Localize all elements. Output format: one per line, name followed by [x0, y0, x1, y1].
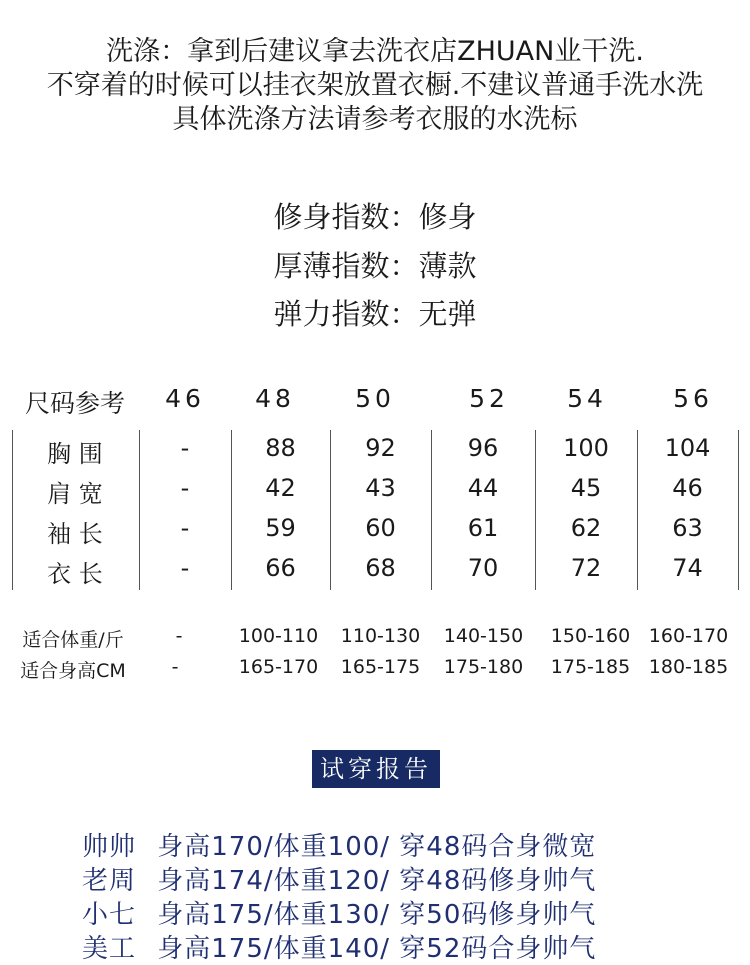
weight-cell: 140-150: [443, 625, 524, 647]
table-cell: 43: [365, 474, 396, 502]
table-cell: 44: [467, 474, 499, 502]
table-cell: 68: [365, 554, 396, 582]
table-cell: 100: [563, 434, 609, 462]
table-cell: 46: [672, 474, 703, 502]
table-cell: -: [180, 474, 190, 502]
table-cell: -: [180, 554, 190, 582]
tester-detail: 身高174/体重120/ 穿48码修身帅气: [157, 866, 597, 896]
height-cell: 175-180: [443, 656, 524, 678]
fit-index: 修身指数：修身: [273, 200, 477, 234]
weight-row: [0, 625, 750, 653]
table-cell: 60: [365, 514, 396, 542]
size-54: 54: [567, 384, 607, 413]
row-label: 胸 围: [47, 440, 103, 468]
table-row: [0, 434, 750, 474]
height-cell: 180-185: [648, 656, 729, 678]
size-reference-label: 尺码参考: [24, 389, 125, 418]
tester-name: 美工: [82, 934, 137, 964]
size-48: 48: [255, 384, 295, 413]
weight-cell: 150-160: [550, 625, 631, 647]
size-header-row: [0, 384, 750, 416]
row-label: 衣 长: [47, 560, 103, 588]
tester-name: 小七: [82, 900, 137, 930]
table-cell: 59: [265, 514, 296, 542]
weight-label: 适合体重/斤: [22, 629, 124, 651]
stretch-index: 弹力指数：无弹: [273, 297, 477, 331]
table-cell: 70: [467, 554, 499, 582]
weight-cell: 160-170: [648, 625, 729, 647]
washing-line-1: 洗涤：拿到后建议拿去洗衣店ZHUAN业干洗.: [106, 36, 644, 67]
weight-cell: -: [175, 625, 183, 647]
try-on-entry: [82, 826, 596, 863]
table-cell: 96: [467, 434, 499, 462]
height-row: [0, 656, 750, 684]
table-cell: -: [180, 434, 190, 462]
try-on-entry: [82, 928, 596, 965]
tester-detail: 身高170/体重100/ 穿48码合身微宽: [157, 832, 597, 862]
try-on-entry: [82, 860, 596, 897]
row-label: 肩 宽: [47, 480, 103, 508]
table-cell: 45: [570, 474, 602, 502]
tester-detail: 身高175/体重140/ 穿52码合身帅气: [157, 934, 597, 964]
table-cell: 61: [467, 514, 499, 542]
weight-cell: 100-110: [238, 625, 319, 647]
try-on-entry: [82, 894, 596, 931]
tester-detail: 身高175/体重130/ 穿50码修身帅气: [157, 900, 597, 930]
height-cell: 175-185: [550, 656, 631, 678]
size-50: 50: [355, 384, 395, 413]
washing-line-3: 具体洗涤方法请参考衣服的水洗标: [172, 104, 578, 135]
washing-line-2: 不穿着的时候可以挂衣架放置衣橱.不建议普通手洗水洗: [46, 70, 704, 101]
table-cell: 74: [672, 554, 703, 582]
table-cell: 66: [265, 554, 296, 582]
measurement-table: [0, 430, 750, 590]
weight-cell: 110-130: [340, 625, 421, 647]
table-row: [0, 554, 750, 594]
table-row: [0, 474, 750, 514]
row-label: 袖 长: [47, 520, 103, 548]
table-cell: 72: [570, 554, 602, 582]
try-on-report-badge: 试穿报告: [312, 750, 440, 788]
tester-name: 老周: [82, 866, 137, 896]
height-cell: 165-170: [238, 656, 319, 678]
table-cell: 42: [265, 474, 296, 502]
table-cell: 104: [664, 434, 711, 462]
height-cell: 165-175: [340, 656, 421, 678]
table-cell: -: [180, 514, 190, 542]
table-cell: 92: [365, 434, 396, 462]
table-cell: 88: [265, 434, 296, 462]
tester-name: 帅帅: [82, 832, 137, 862]
table-cell: 63: [672, 514, 703, 542]
height-label: 适合身高CM: [20, 660, 126, 682]
table-row: [0, 514, 750, 554]
height-cell: -: [171, 656, 179, 678]
thickness-index: 厚薄指数：薄款: [273, 249, 477, 283]
table-cell: 62: [570, 514, 602, 542]
size-46: 46: [165, 384, 205, 413]
size-56: 56: [673, 384, 713, 413]
size-52: 52: [469, 384, 509, 413]
